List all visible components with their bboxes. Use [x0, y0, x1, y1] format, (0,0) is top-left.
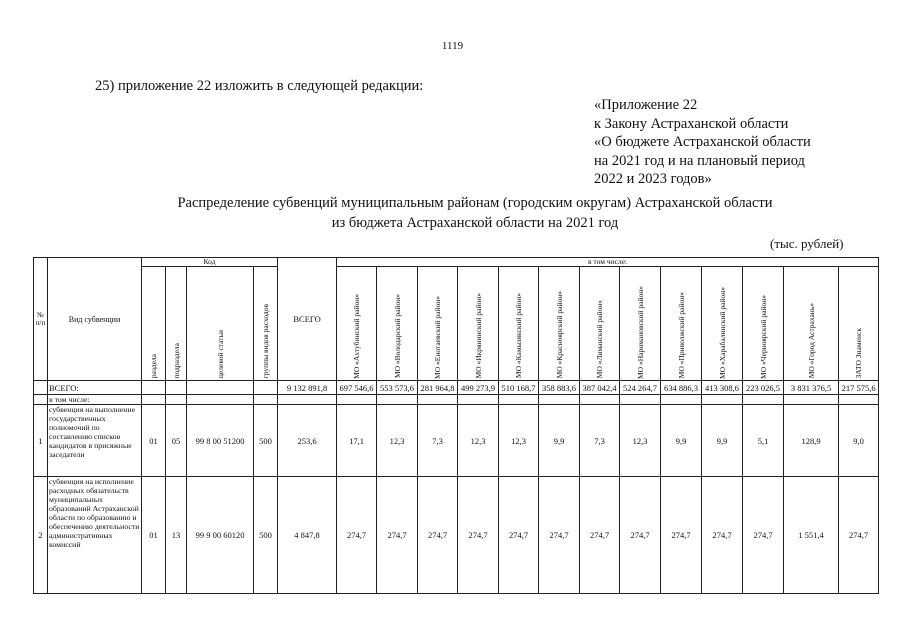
total-district-value: 510 168,7: [499, 381, 539, 395]
row-value: 12,3: [458, 405, 499, 477]
row-value: 274,7: [580, 477, 620, 594]
row-name: субвенция на выполнение государственных полномочий по составлению списков кандидатов в присяжные заседатели: [48, 405, 142, 477]
row-value: 274,7: [499, 477, 539, 594]
title-line-1: Распределение субвенций муниципальным районам (городским округам) Астраханской области: [177, 195, 773, 211]
units-label: (тыс. рублей): [770, 236, 844, 251]
header-district: МО «Енотаевский район»: [418, 267, 458, 381]
appendix-line: «О бюджете Астраханской области: [594, 134, 811, 150]
total-district-value: 217 575,6: [839, 381, 879, 395]
row-podrazdel: 13: [166, 477, 187, 594]
incl-label: в том числе:: [48, 395, 142, 405]
total-district-value: 697 546,6: [337, 381, 377, 395]
table-cell: [34, 381, 48, 395]
table-row: [34, 405, 879, 477]
header-num: № п/п: [34, 258, 48, 381]
header-district: МО «Красноярский район»: [539, 267, 580, 381]
header-district: МО «Ахтубинский район»: [337, 267, 377, 381]
row-cel: 99 9 00 60120: [187, 477, 254, 594]
header-code-group: Код: [142, 258, 278, 267]
row-value: 274,7: [702, 477, 743, 594]
row-total: 4 847,8: [278, 477, 337, 594]
header-code-col: подраздела: [166, 267, 187, 381]
table-row: [34, 477, 879, 594]
row-value: 1 551,4: [784, 477, 839, 594]
header-code-col: целевой статьи: [187, 267, 254, 381]
header-district: МО «Черноярский район»: [743, 267, 784, 381]
total-district-value: 387 042,4: [580, 381, 620, 395]
header-total: ВСЕГО: [278, 258, 337, 381]
row-value: 12,3: [377, 405, 418, 477]
row-value: 7,3: [418, 405, 458, 477]
table-row-incl: [34, 395, 879, 405]
row-value: 12,3: [620, 405, 661, 477]
row-value: 12,3: [499, 405, 539, 477]
row-podrazdel: 05: [166, 405, 187, 477]
header-district: ЗАТО Знаменск: [839, 267, 879, 381]
header-district: МО «Лиманский район»: [580, 267, 620, 381]
title-line-2: из бюджета Астраханской области на 2021 год: [331, 215, 619, 231]
total-district-value: 358 883,6: [539, 381, 580, 395]
header-district: МО «Икрянинский район»: [458, 267, 499, 381]
subventions-table: [33, 257, 879, 594]
document-title: [0, 193, 905, 233]
total-district-value: 553 573,6: [377, 381, 418, 395]
appendix-line: 2022 и 2023 годов»: [594, 171, 712, 187]
row-num: 2: [34, 477, 48, 594]
total-value: 9 132 891,8: [278, 381, 337, 395]
total-district-value: 413 308,6: [702, 381, 743, 395]
row-value: 274,7: [539, 477, 580, 594]
total-district-value: 499 273,9: [458, 381, 499, 395]
row-value: 274,7: [839, 477, 879, 594]
total-district-value: 281 964,8: [418, 381, 458, 395]
total-label: ВСЕГО:: [48, 381, 142, 395]
table-cell: [142, 381, 166, 395]
appendix-reference: [594, 96, 811, 189]
total-district-value: 634 886,3: [661, 381, 702, 395]
row-value: 274,7: [337, 477, 377, 594]
row-value: 274,7: [743, 477, 784, 594]
row-razdel: 01: [142, 405, 166, 477]
header-district: МО «Харабалинский район»: [702, 267, 743, 381]
row-value: 274,7: [458, 477, 499, 594]
table-cell: [187, 381, 254, 395]
header-district: МО «Город Астрахань»: [784, 267, 839, 381]
row-cel: 99 8 00 51200: [187, 405, 254, 477]
row-value: 17,1: [337, 405, 377, 477]
intro-text: 25) приложение 22 изложить в следующей редакции:: [95, 78, 424, 94]
total-district-value: 3 831 376,5: [784, 381, 839, 395]
row-name: субвенция на исполнение расходных обязательств муниципальных образований Астраханской области по образованию и обеспечению деятельности административных комиссий: [48, 477, 142, 594]
page-number: 1119: [441, 40, 464, 52]
header-district: МО «Камызякский район»: [499, 267, 539, 381]
table-row-total: [34, 381, 879, 395]
row-value: 7,3: [580, 405, 620, 477]
row-value: 5,1: [743, 405, 784, 477]
appendix-line: «Приложение 22: [594, 97, 698, 113]
row-value: 9,9: [702, 405, 743, 477]
row-value: 9,9: [661, 405, 702, 477]
appendix-line: на 2021 год и на плановый период: [594, 152, 805, 169]
row-num: 1: [34, 405, 48, 477]
row-value: 9,9: [539, 405, 580, 477]
row-value: 274,7: [661, 477, 702, 594]
row-total: 253,6: [278, 405, 337, 477]
header-district: МО «Приволжский район»: [661, 267, 702, 381]
header-code-col: раздела: [142, 267, 166, 381]
header-name: Вид субвенции: [48, 258, 142, 381]
row-vid: 500: [254, 477, 278, 594]
header-district: МО «Наримановский район»: [620, 267, 661, 381]
row-value: 274,7: [418, 477, 458, 594]
total-district-value: 524 264,7: [620, 381, 661, 395]
header-code-col: группы видов расходов: [254, 267, 278, 381]
table-cell: [166, 381, 187, 395]
appendix-line: к Закону Астраханской области: [594, 115, 789, 132]
row-value: 274,7: [620, 477, 661, 594]
header-district: МО «Володарский район»: [377, 267, 418, 381]
row-value: 128,9: [784, 405, 839, 477]
table-cell: [34, 395, 48, 405]
row-value: 274,7: [377, 477, 418, 594]
total-district-value: 223 026,5: [743, 381, 784, 395]
table-cell: [254, 381, 278, 395]
row-vid: 500: [254, 405, 278, 477]
row-value: 9,0: [839, 405, 879, 477]
header-incl-group: в том числе:: [337, 258, 879, 267]
row-razdel: 01: [142, 477, 166, 594]
